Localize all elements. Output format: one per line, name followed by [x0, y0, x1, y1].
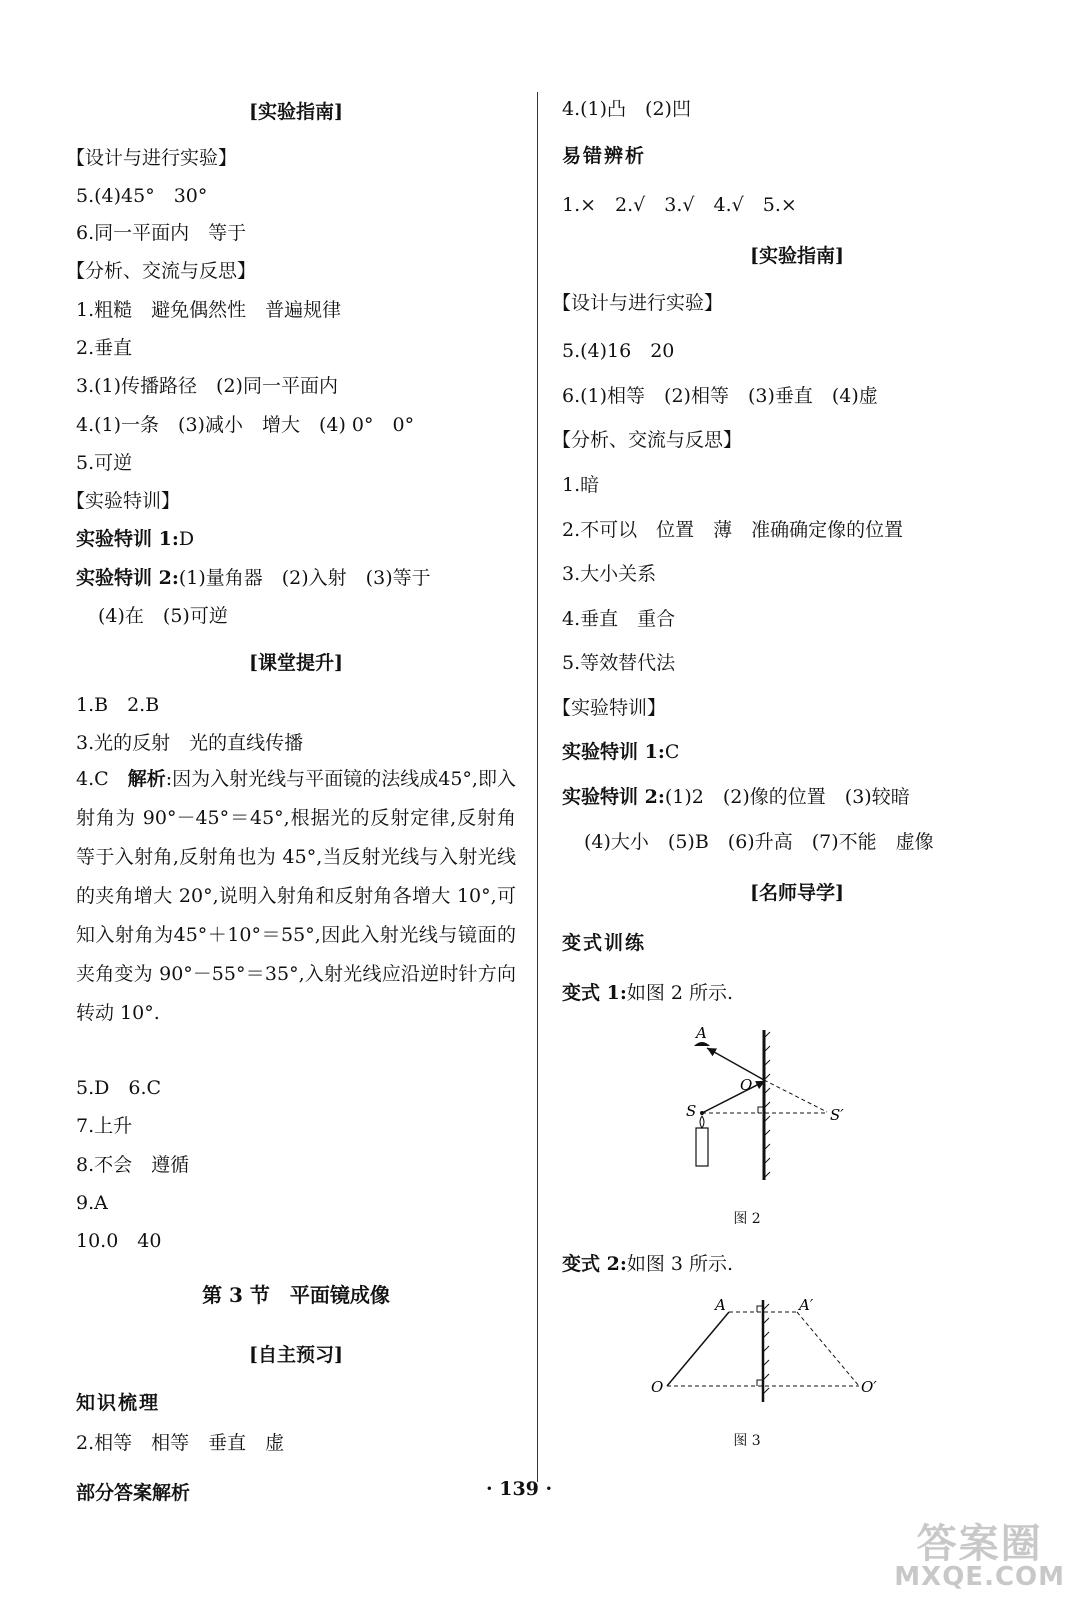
right-training-2 [562, 784, 910, 810]
fig2-label-s: S [686, 1102, 697, 1120]
error-items: 1.× 2.√ 3.√ 4.√ 5.× [562, 194, 797, 216]
left-training-1-answer: D [178, 528, 195, 550]
left-improve-item-4 [76, 760, 516, 1033]
fig3-image-ao-prime [797, 1312, 859, 1386]
watermark-line-2: MXQE.COM [894, 1562, 1065, 1592]
right-training-1-answer: C [664, 741, 680, 763]
left-training-2 [76, 565, 431, 591]
left-training-2-cont: (4)在 (5)可逆 [98, 605, 228, 627]
knowledge-heading: 知识梳理 [76, 1392, 161, 1414]
item4-prefix: 4.C [76, 768, 128, 790]
left-design-heading: 【设计与进行实验】 [66, 147, 238, 169]
fig2-caption: 图 2 [733, 1211, 761, 1227]
knowledge-item: 2.相等 相等 垂直 虚 [76, 1432, 285, 1454]
left-improve-item: 9.A [76, 1192, 108, 1214]
fig2-label-a: A [696, 1024, 707, 1042]
right-training-1-label: 实验特训 1: [562, 741, 665, 763]
right-analysis-item: 5.等效替代法 [562, 652, 676, 674]
left-training-2-label: 实验特训 2: [76, 567, 179, 589]
page-number: · 139 · [486, 1478, 553, 1500]
right-analysis-item: 1.暗 [562, 474, 600, 496]
right-training-2-answer: (1)2 (2)像的位置 (3)较暗 [664, 786, 910, 808]
variant-2 [562, 1251, 733, 1277]
left-analysis-item: 3.(1)传播路径 (2)同一平面内 [76, 375, 338, 397]
variant-heading: 变式训练 [562, 932, 647, 954]
fig2-label-s-prime: S′ [830, 1106, 844, 1124]
right-design-heading: 【设计与进行实验】 [552, 292, 724, 314]
column-divider [537, 92, 538, 1482]
right-training-1 [562, 739, 679, 765]
fig3-object-ao [667, 1312, 729, 1386]
watermark-line-1: 答案圈 [916, 1521, 1043, 1567]
fig3-label-a: A [715, 1296, 726, 1314]
left-analysis-item: 5.可逆 [76, 452, 133, 474]
fig2-candle-icon [696, 1128, 708, 1166]
fig2-flame-icon [700, 1116, 704, 1128]
left-training-2-answer: (1)量角器 (2)入射 (3)等于 [178, 567, 431, 589]
left-analysis-heading: 【分析、交流与反思】 [66, 260, 257, 282]
left-analysis-item: 1.粗糙 避免偶然性 普遍规律 [76, 299, 342, 321]
right-design-item: 5.(4)16 20 [562, 340, 675, 362]
figure-2-diagram [672, 1018, 952, 1183]
left-training-1-label: 实验特训 1: [76, 528, 179, 550]
left-analysis-item: 2.垂直 [76, 337, 133, 359]
left-design-item: 6.同一平面内 等于 [76, 222, 247, 244]
fig3-caption: 图 3 [733, 1433, 761, 1449]
footer-section-name: 部分答案解析 [76, 1482, 191, 1504]
item4-label: 解析 [127, 768, 166, 790]
right-analysis-heading: 【分析、交流与反思】 [552, 429, 743, 451]
variant-1 [562, 980, 733, 1006]
right-design-item: 6.(1)相等 (2)相等 (3)垂直 (4)虚 [562, 385, 878, 407]
left-improve-item: 7.上升 [76, 1115, 133, 1137]
fig3-label-a-prime: A′ [799, 1296, 814, 1314]
left-improve-item: 3.光的反射 光的直线传播 [76, 732, 304, 754]
fig2-reflected-ray [707, 1048, 764, 1080]
right-item-top: 4.(1)凸 (2)凹 [562, 98, 691, 120]
right-training-2-cont: (4)大小 (5)B (6)升高 (7)不能 虚像 [584, 831, 934, 853]
error-heading: 易错辨析 [562, 145, 647, 167]
left-section-class-improve: [课堂提升] [249, 652, 343, 674]
variant-2-label: 变式 2: [562, 1253, 627, 1275]
right-training-heading: 【实验特训】 [552, 697, 667, 719]
right-analysis-item: 4.垂直 重合 [562, 608, 676, 630]
variant-1-text: 如图 2 所示. [626, 982, 734, 1004]
fig2-eye-icon [694, 1042, 710, 1046]
left-improve-item: 10.0 40 [76, 1230, 162, 1252]
right-analysis-item: 2.不可以 位置 薄 准确确定像的位置 [562, 519, 904, 541]
section-3-title: 第 3 节 平面镜成像 [202, 1283, 390, 1307]
right-section-experiment-guide: [实验指南] [750, 245, 844, 267]
variant-1-label: 变式 1: [562, 982, 627, 1004]
right-training-2-label: 实验特训 2: [562, 786, 665, 808]
right-section-teacher-guide: [名师导学] [750, 882, 844, 904]
left-improve-item: 8.不会 遵循 [76, 1154, 190, 1176]
left-design-item: 5.(4)45° 30° [76, 185, 208, 207]
left-section-experiment-guide: [实验指南] [249, 101, 343, 123]
left-analysis-item: 4.(1)一条 (3)减小 增大 (4) 0° 0° [76, 414, 415, 436]
fig3-label-o: O [651, 1378, 664, 1396]
right-analysis-item: 3.大小关系 [562, 563, 657, 585]
fig2-extension-line [764, 1080, 827, 1112]
variant-2-text: 如图 3 所示. [626, 1253, 734, 1275]
fig2-label-o: O [740, 1076, 753, 1094]
fig3-label-o-prime: O′ [861, 1378, 877, 1396]
item4-text: :因为入射光线与平面镜的法线成45°,即入射角为 90°－45°＝45°,根据光的反射定律,反射角等于入射角,反射角也为 45°,当反射光线与入射光线的夹角增大 20°,说明入射角和反射角各增大 10°,可知入射角为45°＋10°＝55°,因此入射光线与镜面的夹角变为 90°－55°＝35°,入射光线应沿逆时针方向转动 10°. [76, 768, 516, 1024]
left-training-heading: 【实验特训】 [66, 490, 181, 512]
left-improve-item: 1.B 2.B [76, 694, 160, 716]
watermark-logo [894, 1521, 1065, 1592]
figure-3-diagram [647, 1292, 887, 1407]
left-training-1 [76, 526, 194, 552]
left-section-self-preview: [自主预习] [249, 1344, 343, 1366]
left-improve-item: 5.D 6.C [76, 1077, 162, 1099]
fig2-incident-ray [702, 1081, 765, 1113]
